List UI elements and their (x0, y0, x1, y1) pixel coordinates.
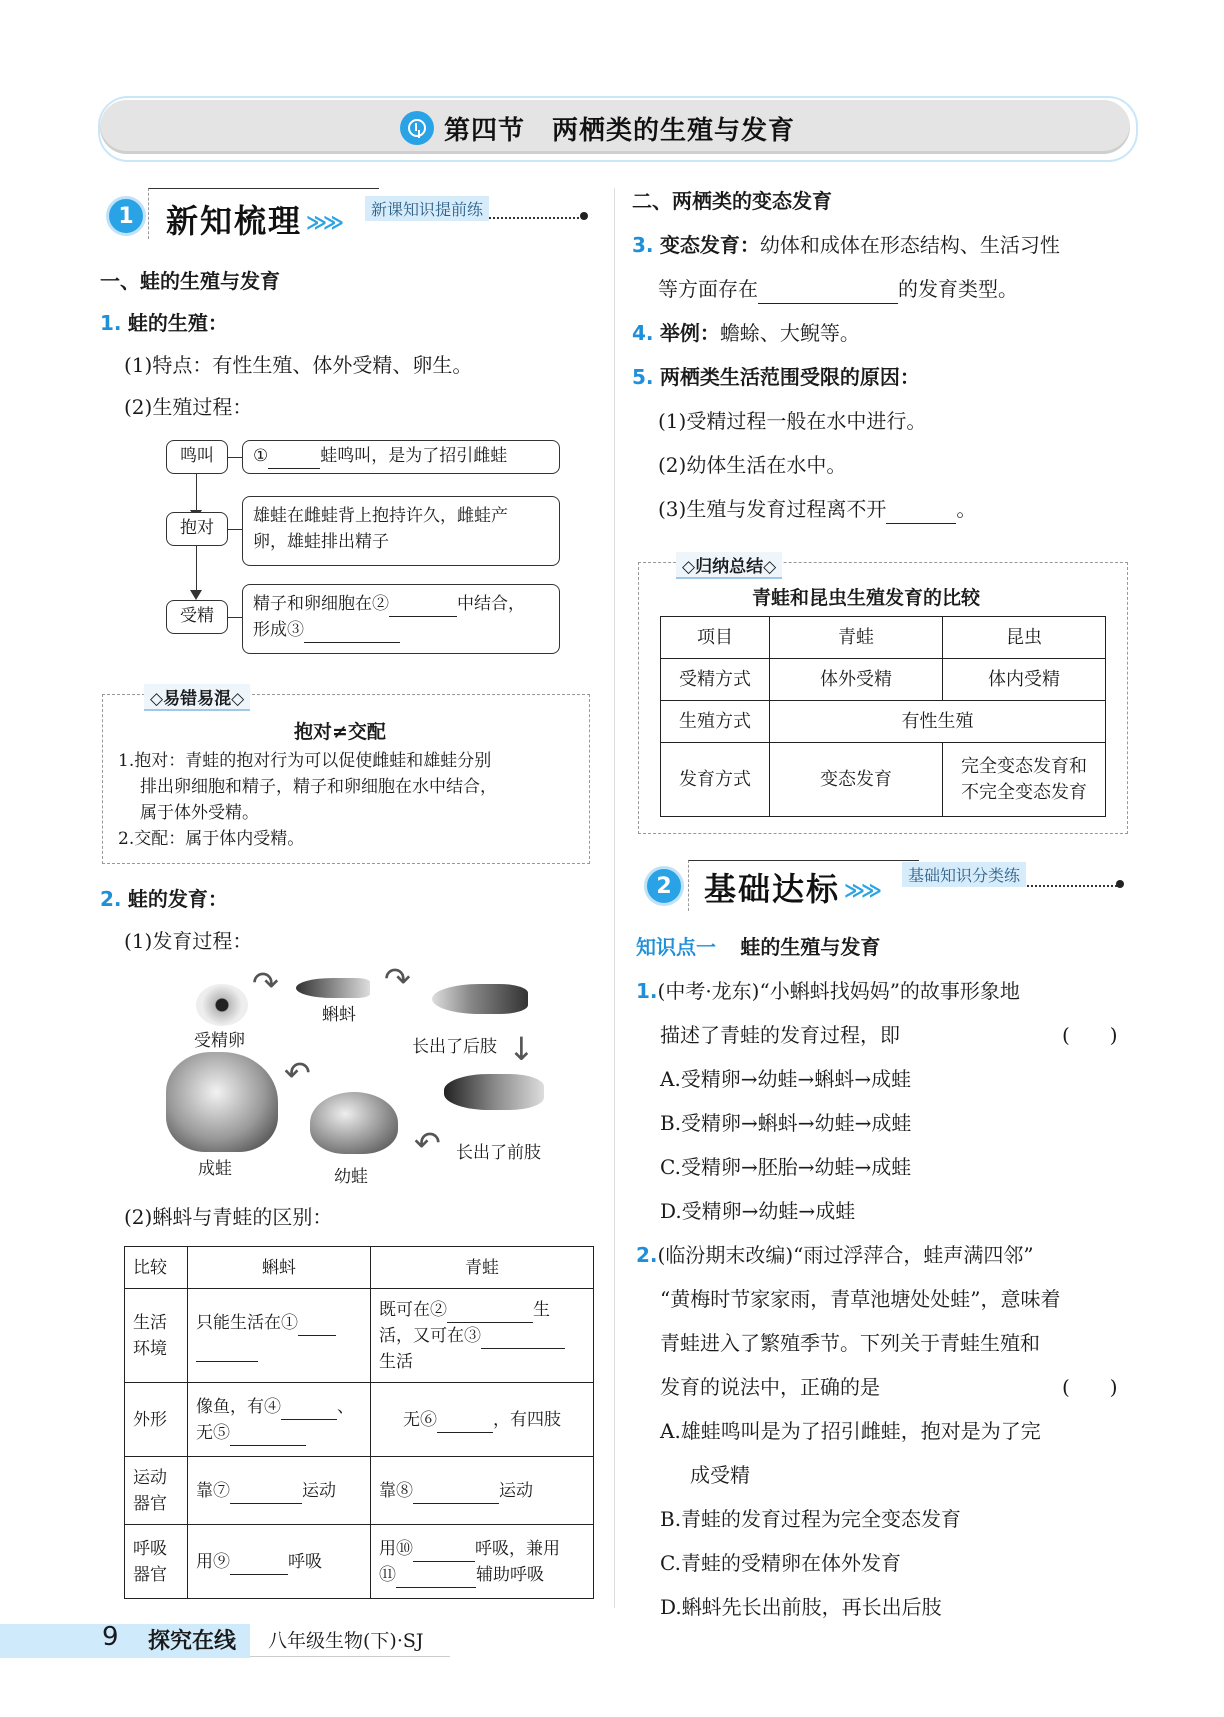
table-cell (371, 1525, 594, 1599)
q1-stem1: (中考·龙东)“小蝌蚪找妈妈”的故事形象地 (657, 979, 1020, 1003)
table-cell (371, 1457, 594, 1525)
answer-blank[interactable] (298, 1315, 336, 1336)
table-cell (188, 1457, 371, 1525)
point5-b: (2)幼体生活在水中。 (658, 453, 847, 477)
table-header-cell: 青蛙 (371, 1247, 594, 1289)
footer-line (250, 1656, 450, 1657)
flow-desc-amplexus-line2: 卵，雄蛙排出精子 (253, 532, 389, 552)
table-row (125, 1247, 594, 1289)
cell-text: 像鱼，有④ (196, 1396, 281, 1417)
table-cell (188, 1289, 371, 1383)
table-header-cell: 昆虫 (943, 617, 1106, 659)
flow-desc-fertilization (242, 584, 560, 654)
flow-desc-amplexus-line1: 雄蛙在雌蛙背上抱持许久，雌蛙产 (253, 506, 508, 526)
section2-dot (1116, 880, 1124, 888)
blank-label-3: 形成③ (253, 620, 304, 640)
cell-line: 完全变态发育和 (961, 755, 1087, 777)
clock-icon (400, 111, 434, 145)
table-cell: 生活环境 (125, 1289, 188, 1383)
cell-text: 活，又可在③ (379, 1325, 481, 1346)
easy-confuse-title: 抱对≠交配 (294, 721, 386, 743)
cycle-arrow-icon: ↷ (384, 960, 411, 998)
cycle-arrow-icon: ↷ (252, 964, 279, 1002)
label-tadpole: 蝌蚪 (322, 1005, 356, 1025)
table-row (125, 1289, 594, 1383)
table-header-cell: 蝌蚪 (188, 1247, 371, 1289)
table-cell: 生殖方式 (661, 701, 770, 743)
point4-number: 4. (632, 321, 654, 345)
cell-text: 用⑨ (196, 1551, 230, 1572)
table-cell: 呼吸器官 (125, 1525, 188, 1599)
point3-text2b: 的发育类型。 (898, 277, 1018, 301)
cell-text: 呼吸 (288, 1551, 322, 1572)
cell-text: 靠⑧ (379, 1480, 413, 1501)
point5 (632, 362, 920, 392)
point4-text: 蟾蜍、大鲵等。 (719, 321, 860, 345)
answer-blank[interactable] (447, 1302, 533, 1323)
flow-desc-fert-text: 中结合， (457, 594, 525, 614)
cycle-arrow-icon: ↶ (284, 1054, 311, 1092)
point5-c (658, 494, 976, 524)
knowledge-point (636, 932, 880, 962)
q2-stem-line1 (636, 1240, 1034, 1270)
q1-option-c[interactable]: C.受精卵→胚胎→幼蛙→成蛙 (660, 1155, 912, 1179)
answer-blank[interactable] (758, 283, 898, 304)
table-cell: 受精方式 (661, 659, 770, 701)
answer-blank[interactable] (886, 503, 956, 524)
answer-blank[interactable] (413, 1483, 499, 1504)
flow-connector (228, 457, 242, 458)
knowledge-point-title: 蛙的生殖与发育 (740, 935, 881, 959)
point1-a: (1)特点：有性生殖、体外受精、卵生。 (124, 353, 473, 377)
blank-label-1: ① (253, 446, 269, 466)
cell-line: 不完全变态发育 (961, 781, 1087, 803)
answer-blank[interactable] (396, 1567, 476, 1588)
section2-title: 基础达标 (704, 870, 841, 908)
table-cell (943, 743, 1106, 817)
cell-text: 只能生活在① (196, 1312, 298, 1333)
table-cell (371, 1289, 594, 1383)
point1-label: 蛙的生殖： (127, 311, 228, 335)
knowledge-point-label: 知识点一 (636, 935, 716, 959)
section2-badge: 2 (644, 866, 684, 906)
answer-blank[interactable] (481, 1328, 565, 1349)
q1-option-d[interactable]: D.受精卵→幼蛙→成蛙 (660, 1199, 856, 1223)
point1 (100, 308, 228, 338)
cell-text: 无⑤ (196, 1422, 230, 1443)
answer-blank-3[interactable] (304, 622, 400, 643)
answer-blank[interactable] (437, 1412, 493, 1433)
flow-node-amplexus: 抱对 (166, 512, 228, 546)
flow-desc-call (242, 440, 560, 474)
q1-option-b[interactable]: B.受精卵→蝌蚪→幼蛙→成蛙 (660, 1111, 912, 1135)
table-header-cell: 比较 (125, 1247, 188, 1289)
q2-answer-paren[interactable]: ( ) (1062, 1375, 1118, 1399)
table-row (661, 617, 1106, 659)
point5-label: 两栖类生活范围受限的原因： (659, 365, 920, 389)
label-front-legs: 长出了前肢 (456, 1143, 541, 1163)
cycle-arrow-icon: ↶ (414, 1124, 441, 1162)
column-divider (614, 188, 615, 1608)
footer-book-title: 八年级生物(下)·SJ (268, 1630, 424, 1652)
easy-confuse-line4: 2.交配：属于体内受精。 (118, 829, 305, 849)
label-adult-frog: 成蛙 (198, 1159, 232, 1179)
point2 (100, 884, 228, 914)
answer-blank[interactable] (230, 1425, 306, 1446)
table-row (125, 1383, 594, 1457)
cell-text: 辅助呼吸 (476, 1564, 544, 1585)
table-cell: 体外受精 (770, 659, 943, 701)
cell-text: 运动 (499, 1480, 533, 1501)
q2-stem4: 发育的说法中，正确的是 (660, 1375, 880, 1399)
table-cell (188, 1525, 371, 1599)
heading-frog-reproduction: 一、蛙的生殖与发育 (100, 269, 280, 293)
q2-stem2: “黄梅时节家家雨，青草池塘处处蛙”，意味着 (660, 1287, 1061, 1311)
label-hind-legs: 长出了后肢 (412, 1037, 497, 1057)
point3-text1: 幼体和成体在形态结构、生活习性 (759, 233, 1060, 257)
cell-text: 、 (337, 1396, 354, 1417)
comparison-table (660, 616, 1106, 817)
summary-tag: ◇归纳总结◇ (676, 552, 782, 579)
point5-c-text: (3)生殖与发育过程离不开 (658, 497, 887, 521)
q2-option-a-cont: 成受精 (690, 1463, 750, 1487)
point3-number: 3. (632, 233, 654, 257)
table-row (661, 701, 1106, 743)
cell-text: 呼吸，兼用 (475, 1538, 560, 1559)
answer-blank[interactable] (230, 1554, 288, 1575)
table-cell: 变态发育 (770, 743, 943, 817)
point2-a: (1)发育过程： (124, 929, 253, 953)
cell-text: 既可在② (379, 1299, 447, 1320)
point3-line1 (632, 230, 1060, 260)
table-row (125, 1525, 594, 1599)
tadpole-frog-table (124, 1246, 594, 1599)
cell-text: 无⑥ (403, 1409, 437, 1430)
footer-brand: 探究在线 (148, 1629, 237, 1654)
cell-text: 用⑩ (379, 1538, 413, 1559)
point3-line2 (658, 274, 1018, 304)
table-header-cell: 青蛙 (770, 617, 943, 659)
point5-a: (1)受精过程一般在水中进行。 (658, 409, 927, 433)
point1-number: 1. (100, 311, 122, 335)
table-row (125, 1457, 594, 1525)
cell-text: ，有四肢 (493, 1409, 561, 1430)
cell-text: 靠⑦ (196, 1480, 230, 1501)
q2-option-a[interactable]: A.雄蛙鸣叫是为了招引雌蛙，抱对是为了完 (660, 1419, 1041, 1443)
point5-number: 5. (632, 365, 654, 389)
q2-number: 2. (636, 1243, 658, 1267)
q1-option-a[interactable]: A.受精卵→幼蛙→蝌蚪→成蛙 (660, 1067, 912, 1091)
section1-badge: 1 (106, 196, 146, 236)
answer-blank-2[interactable] (389, 596, 457, 617)
summary-title: 青蛙和昆虫生殖发育的比较 (752, 587, 981, 609)
flow-desc-call-text: 蛙鸣叫，是为了招引雌蛙 (320, 446, 508, 466)
table-row (661, 659, 1106, 701)
cell-text: ⑪ (379, 1564, 396, 1585)
page-title: 第四节 两栖类的生殖与发育 (444, 115, 796, 146)
table-cell: 体内受精 (943, 659, 1106, 701)
table-cell: 运动器官 (125, 1457, 188, 1525)
table-cell: 有性生殖 (770, 701, 1106, 743)
flow-node-fertilization: 受精 (166, 600, 228, 634)
answer-blank-1[interactable] (268, 448, 320, 469)
section1-arrows-icon: ≫≫ (306, 210, 340, 234)
section1-tag: 新课知识提前练 (365, 196, 489, 221)
q2-stem1: (临汾期末改编)“雨过浮萍合，蛙声满四邻” (657, 1243, 1034, 1267)
q1-stem2: 描述了青蛙的发育过程，即 (660, 1023, 900, 1047)
point1-b: (2)生殖过程： (124, 395, 253, 419)
point4 (632, 318, 860, 348)
flow-arrow-icon (190, 590, 202, 600)
section1-dot (580, 212, 588, 220)
label-egg: 受精卵 (194, 1031, 245, 1051)
q2-option-c[interactable]: C.青蛙的受精卵在体外发育 (660, 1551, 901, 1575)
point4-label: 举例： (659, 321, 720, 345)
point3-text2a: 等方面存在 (658, 277, 758, 301)
flow-connector (228, 617, 242, 618)
answer-blank[interactable] (230, 1483, 302, 1504)
section1-title: 新知梳理 (166, 202, 303, 240)
easy-confuse-line1: 1.抱对：青蛙的抱对行为可以促使雌蛙和雄蛙分别 (118, 751, 492, 771)
heading-metamorphosis: 二、两栖类的变态发育 (632, 189, 832, 213)
cell-text: 生活 (379, 1351, 413, 1372)
front-legs-tadpole-image (444, 1074, 544, 1110)
easy-confuse-tag: ◇易错易混◇ (144, 684, 250, 711)
q2-stem3: 青蛙进入了繁殖季节。下列关于青蛙生殖和 (660, 1331, 1040, 1355)
blank-label-2: 精子和卵细胞在② (253, 594, 389, 614)
easy-confuse-line3: 属于体外受精。 (140, 803, 259, 823)
answer-blank[interactable] (196, 1341, 258, 1362)
point3-label: 变态发育： (659, 233, 760, 257)
q1-stem-line1 (636, 976, 1020, 1006)
tadpole-image (296, 978, 370, 998)
point2-label: 蛙的发育： (127, 887, 228, 911)
cycle-arrow-icon: ↓ (508, 1030, 535, 1068)
section2-arrows-icon: ≫≫ (844, 878, 878, 902)
label-young-frog: 幼蛙 (334, 1167, 368, 1187)
q2-option-d[interactable]: D.蝌蚪先长出前肢，再长出后肢 (660, 1595, 942, 1619)
easy-confuse-line2: 排出卵细胞和精子，精子和卵细胞在水中结合， (140, 777, 497, 797)
table-cell: 外形 (125, 1383, 188, 1457)
q2-option-b[interactable]: B.青蛙的发育过程为完全变态发育 (660, 1507, 962, 1531)
point2-b: (2)蝌蚪与青蛙的区别： (124, 1205, 333, 1229)
table-row (661, 743, 1106, 817)
cell-text: 运动 (302, 1480, 336, 1501)
egg-image (196, 984, 248, 1026)
cell-text: 生 (533, 1299, 550, 1320)
page-number: 9 (102, 1622, 119, 1652)
answer-blank[interactable] (281, 1399, 337, 1420)
adult-frog-image (166, 1052, 278, 1152)
q1-answer-paren[interactable]: ( ) (1062, 1023, 1118, 1047)
flow-desc-amplexus (242, 496, 560, 566)
section2-tag: 基础知识分类练 (902, 862, 1026, 887)
point2-number: 2. (100, 887, 122, 911)
q1-number: 1. (636, 979, 658, 1003)
point5-c-end: 。 (956, 497, 977, 521)
table-header-cell: 项目 (661, 617, 770, 659)
table-cell: 发育方式 (661, 743, 770, 817)
young-frog-image (310, 1092, 398, 1154)
hind-legs-tadpole-image (432, 984, 528, 1014)
title-row (400, 108, 795, 148)
table-cell (371, 1383, 594, 1457)
answer-blank[interactable] (413, 1541, 475, 1562)
flow-node-call: 鸣叫 (166, 440, 228, 474)
table-cell (188, 1383, 371, 1457)
flow-connector (228, 529, 242, 530)
